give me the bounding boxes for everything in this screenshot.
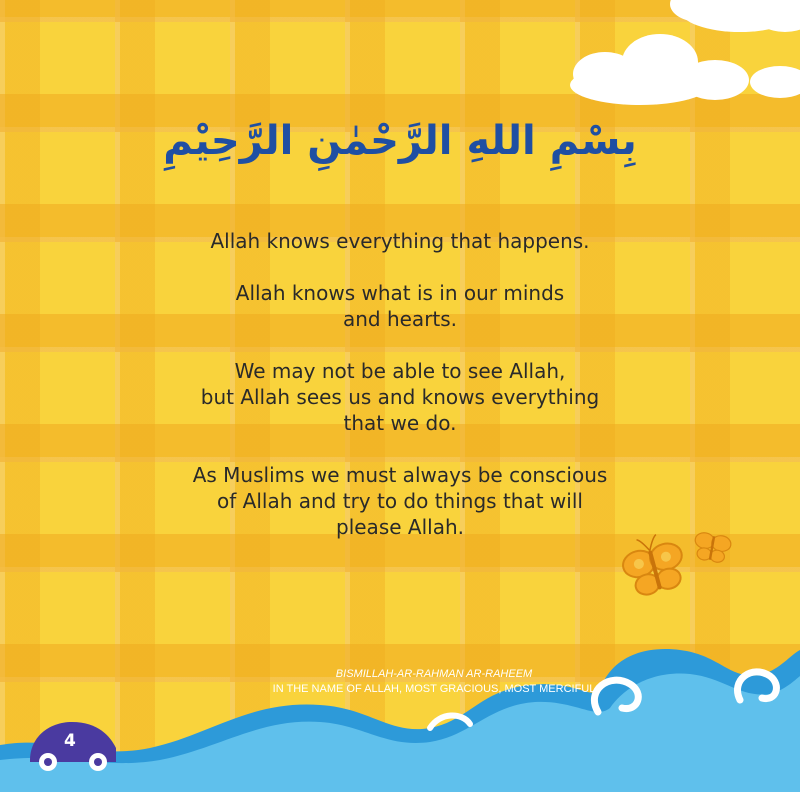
- basmala-arabic: بِسْمِ اللهِ الرَّحْمٰنِ الرَّحِيْمِ: [163, 118, 637, 164]
- text-line: please Allah.: [336, 515, 464, 539]
- cloud-icon: [670, 0, 800, 32]
- cloud-icon: [570, 34, 800, 105]
- paragraph: [0, 358, 800, 436]
- text-line: of Allah and try to do things that will: [217, 489, 583, 513]
- paragraph: [0, 228, 800, 254]
- translation: IN THE NAME OF ALLAH, MOST GRACIOUS, MOST MERCIFUL: [272, 683, 596, 695]
- page-number: 4: [64, 731, 76, 751]
- text-line: Allah knows everything that happens.: [210, 229, 590, 253]
- text-line: We may not be able to see Allah,: [234, 359, 566, 383]
- paragraph: [0, 462, 800, 540]
- text-line: As Muslims we must always be conscious: [192, 463, 608, 487]
- paragraph: [0, 280, 800, 332]
- text-line: but Allah sees us and knows everything: [200, 385, 600, 409]
- story-body: [0, 228, 800, 566]
- transliteration: BISMILLAH-AR-RAHMAN AR-RAHEEM: [335, 668, 533, 680]
- text-line: and hearts.: [342, 307, 458, 331]
- basmala-caption: [34, 667, 800, 697]
- text-line: that we do.: [343, 411, 457, 435]
- text-line: Allah knows what is in our minds: [235, 281, 565, 305]
